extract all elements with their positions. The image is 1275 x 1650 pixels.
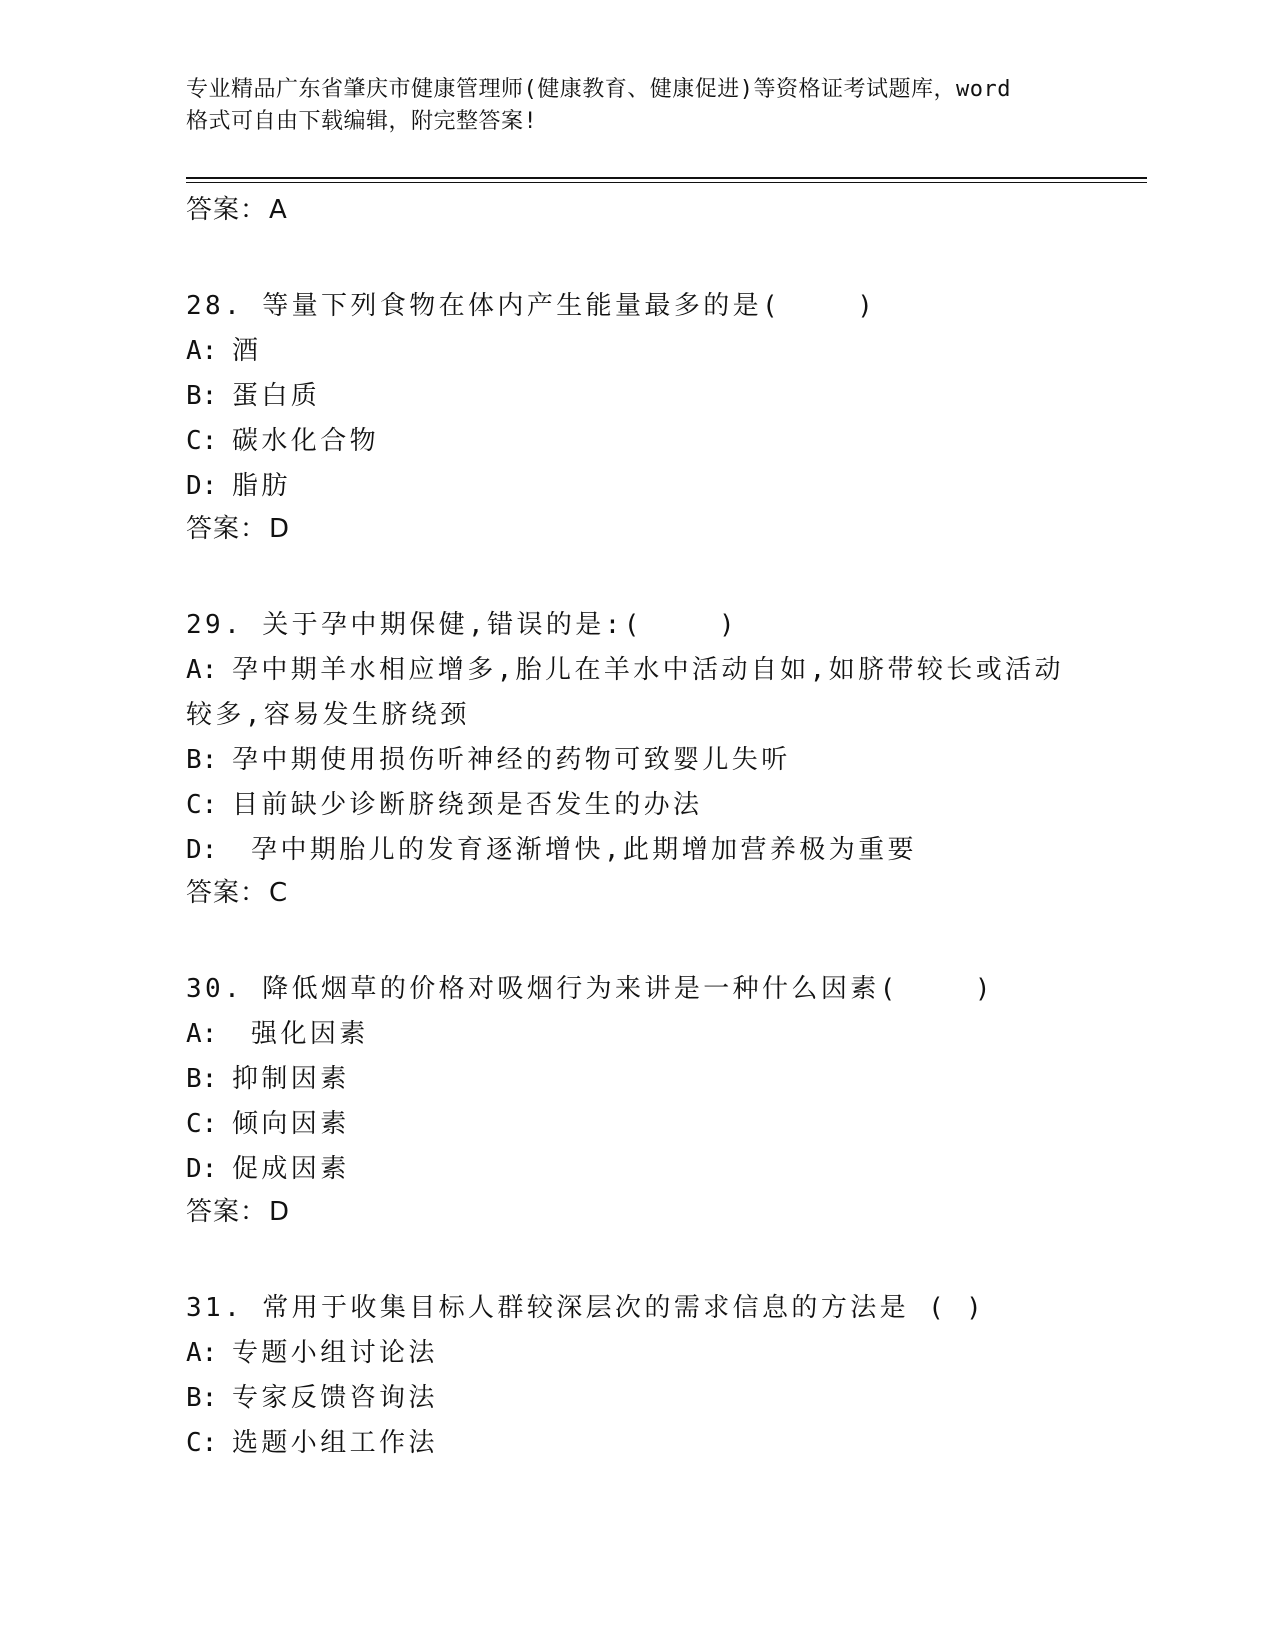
option-text: 强化因素 — [232, 1019, 369, 1049]
answer-line — [186, 873, 1086, 913]
option-key: A: — [186, 655, 218, 685]
question-stem: 29. 关于孕中期保健,错误的是:( ) — [186, 610, 739, 640]
option-key: B: — [186, 1064, 218, 1094]
answer-value: D — [269, 1197, 291, 1227]
option-c — [186, 1102, 1086, 1147]
question-list — [186, 190, 1086, 1466]
question-stem: 31. 常用于收集目标人群较深层次的需求信息的方法是 ( ) — [186, 1293, 986, 1323]
option-text: 选题小组工作法 — [232, 1428, 438, 1458]
option-a — [186, 329, 1086, 374]
option-key: B: — [186, 381, 218, 411]
answer-label: 答案： — [186, 195, 268, 225]
option-key: C: — [186, 1109, 218, 1139]
option-d — [186, 1147, 1086, 1192]
answer-label: 答案： — [186, 1197, 268, 1227]
page-header — [186, 74, 1086, 138]
option-key: C: — [186, 1428, 218, 1458]
option-text: 孕中期使用损伤听神经的药物可致婴儿失听 — [232, 745, 791, 775]
option-key: B: — [186, 745, 218, 775]
question-stem: 28. 等量下列食物在体内产生能量最多的是( ) — [186, 291, 877, 321]
answer-line — [186, 509, 1086, 549]
header-divider-thin — [186, 182, 1147, 183]
answer-label: 答案： — [186, 514, 268, 544]
option-key: D: — [186, 471, 218, 501]
option-d — [186, 828, 1086, 873]
option-text: 目前缺少诊断脐绕颈是否发生的办法 — [232, 790, 703, 820]
option-key: A: — [186, 1338, 218, 1368]
option-key: A: — [186, 1019, 218, 1049]
option-a — [186, 648, 1066, 738]
answer-line — [186, 190, 1086, 230]
option-text: 蛋白质 — [232, 381, 321, 411]
option-c — [186, 1421, 1086, 1466]
answer-value: D — [269, 514, 291, 544]
option-text: 孕中期羊水相应增多,胎儿在羊水中活动自如,如脐带较长或活动较多,容易发生脐绕颈 — [186, 655, 1064, 730]
option-text: 促成因素 — [232, 1154, 350, 1184]
option-key: D: — [186, 1154, 218, 1184]
option-text: 脂肪 — [232, 471, 291, 501]
header-line-2: 格式可自由下载编辑，附完整答案! — [186, 109, 538, 134]
option-key: C: — [186, 426, 218, 456]
question-31 — [186, 1286, 1086, 1466]
option-b — [186, 738, 1086, 783]
option-text: 碳水化合物 — [232, 426, 380, 456]
option-b — [186, 1057, 1086, 1102]
option-key: B: — [186, 1383, 218, 1413]
answer-line — [186, 1192, 1086, 1232]
option-a — [186, 1012, 1086, 1057]
option-d — [186, 464, 1086, 509]
option-key: A: — [186, 336, 218, 366]
option-b — [186, 1376, 1086, 1421]
option-c — [186, 419, 1086, 464]
question-28 — [186, 284, 1086, 549]
option-key: C: — [186, 790, 218, 820]
answer-value: C — [269, 878, 289, 908]
option-a — [186, 1331, 1086, 1376]
option-text: 倾向因素 — [232, 1109, 350, 1139]
question-29 — [186, 603, 1086, 913]
option-text: 专家反馈咨询法 — [232, 1383, 438, 1413]
answer-value: A — [269, 195, 288, 225]
question-30 — [186, 967, 1086, 1232]
answer-label: 答案： — [186, 878, 268, 908]
option-text: 酒 — [232, 336, 262, 366]
option-text: 专题小组讨论法 — [232, 1338, 438, 1368]
question-stem: 30. 降低烟草的价格对吸烟行为来讲是一种什么因素( ) — [186, 974, 994, 1004]
option-c — [186, 783, 1086, 828]
option-text: 抑制因素 — [232, 1064, 350, 1094]
option-text: 孕中期胎儿的发育逐渐增快,此期增加营养极为重要 — [232, 835, 917, 865]
header-divider — [186, 177, 1147, 179]
option-key: D: — [186, 835, 218, 865]
option-b — [186, 374, 1086, 419]
header-line-1: 专业精品广东省肇庆市健康管理师(健康教育、健康促进)等资格证考试题库，word — [186, 77, 1011, 102]
